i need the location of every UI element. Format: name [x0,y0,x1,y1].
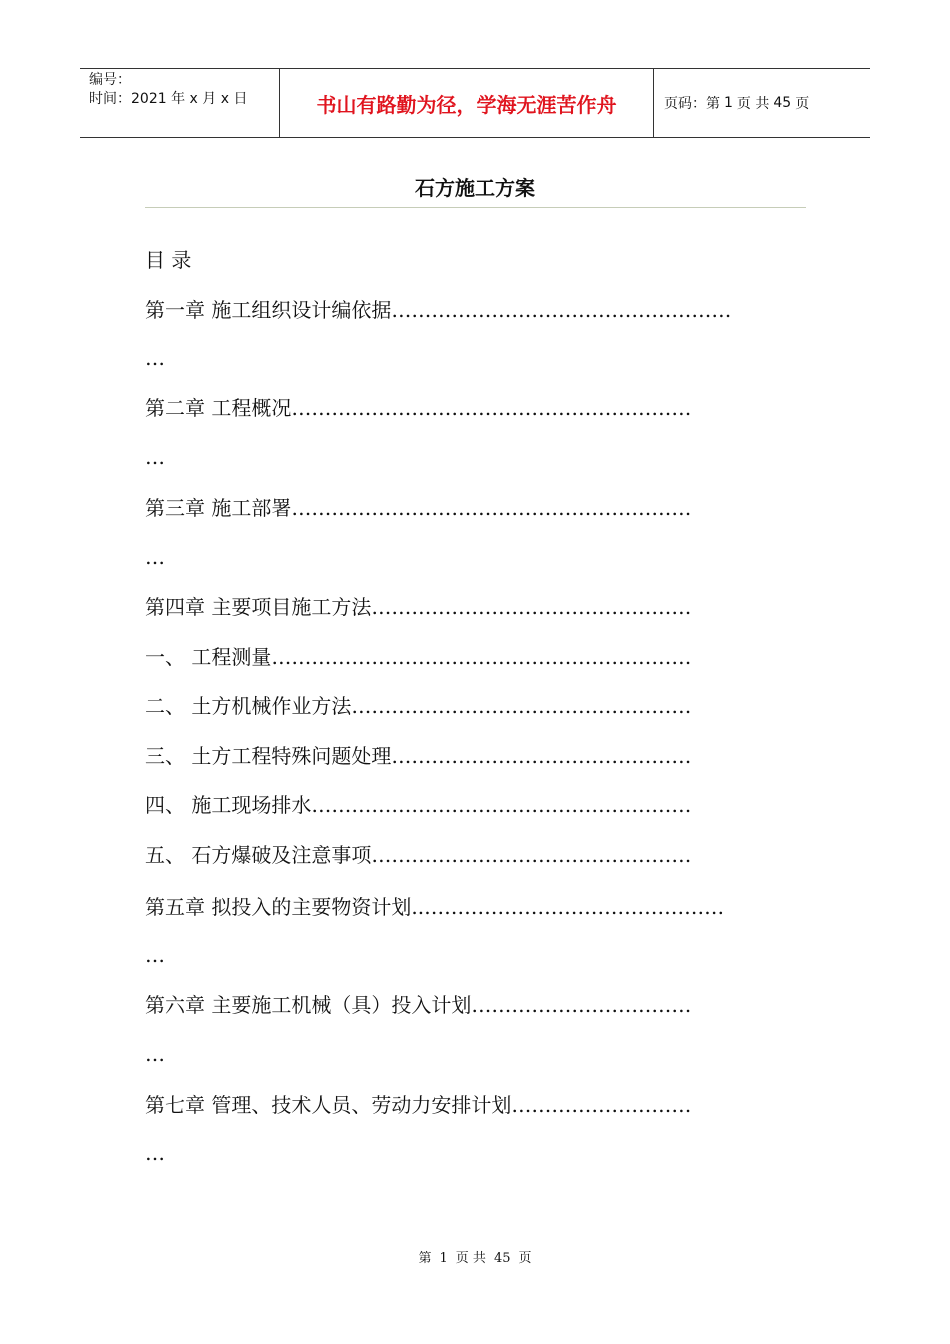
toc-heading: 目 录 [145,248,192,272]
document-number-label: 编号： [89,72,131,88]
title-divider [145,207,806,208]
toc-line[interactable]: 五、 石方爆破及注意事项………………………………………… [145,843,692,867]
header-motto: 书山有路勤为径，学海无涯苦作舟 [280,69,654,137]
toc-line[interactable]: 第一章 施工组织设计编依据…………………………………………… [145,298,732,322]
toc-line: … [145,943,165,967]
toc-line[interactable]: 四、 施工现场排水………………………………………………… [145,793,692,817]
toc-line: … [145,1141,165,1165]
toc-line[interactable]: 三、 土方工程特殊问题处理……………………………………… [145,744,692,768]
toc-line[interactable]: 第四章 主要项目施工方法………………………………………… [145,595,692,619]
page-total: 45 [773,95,792,111]
page-suffix: 页 [795,96,810,112]
footer-mid: 页 共 [455,1251,486,1266]
toc-line[interactable]: 二、 土方机械作业方法…………………………………………… [145,694,692,718]
toc-line[interactable]: 第六章 主要施工机械（具）投入计划…………………………… [145,993,692,1017]
header-meta [80,69,280,137]
header-page-info [654,69,870,137]
footer-total: 45 [493,1251,511,1266]
toc-line[interactable]: 第三章 施工部署…………………………………………………… [145,496,692,520]
page-header [80,68,870,138]
page-number: 1 [724,95,733,111]
footer-prefix: 第 [418,1251,432,1266]
page-prefix: 页码：第 [664,96,720,112]
toc-line: … [145,445,165,469]
document-date: 时间：2021 年 x 月 x 日 [89,91,248,107]
toc-line[interactable]: 第七章 管理、技术人员、劳动力安排计划……………………… [145,1093,692,1117]
document-title: 石方施工方案 [415,176,535,200]
toc-line[interactable]: 第二章 工程概况…………………………………………………… [145,396,692,420]
page-footer [0,1247,950,1266]
footer-page: 1 [439,1251,448,1266]
page-mid: 页 共 [736,96,770,112]
toc-line[interactable]: 第五章 拟投入的主要物资计划..……………………………………… [145,895,725,919]
toc-line: … [145,346,165,370]
toc-line[interactable]: 一、 工程测量……………………………………………………… [145,645,692,669]
footer-suffix: 页 [518,1251,532,1266]
toc-line: … [145,545,165,569]
toc-line: … [145,1042,165,1066]
